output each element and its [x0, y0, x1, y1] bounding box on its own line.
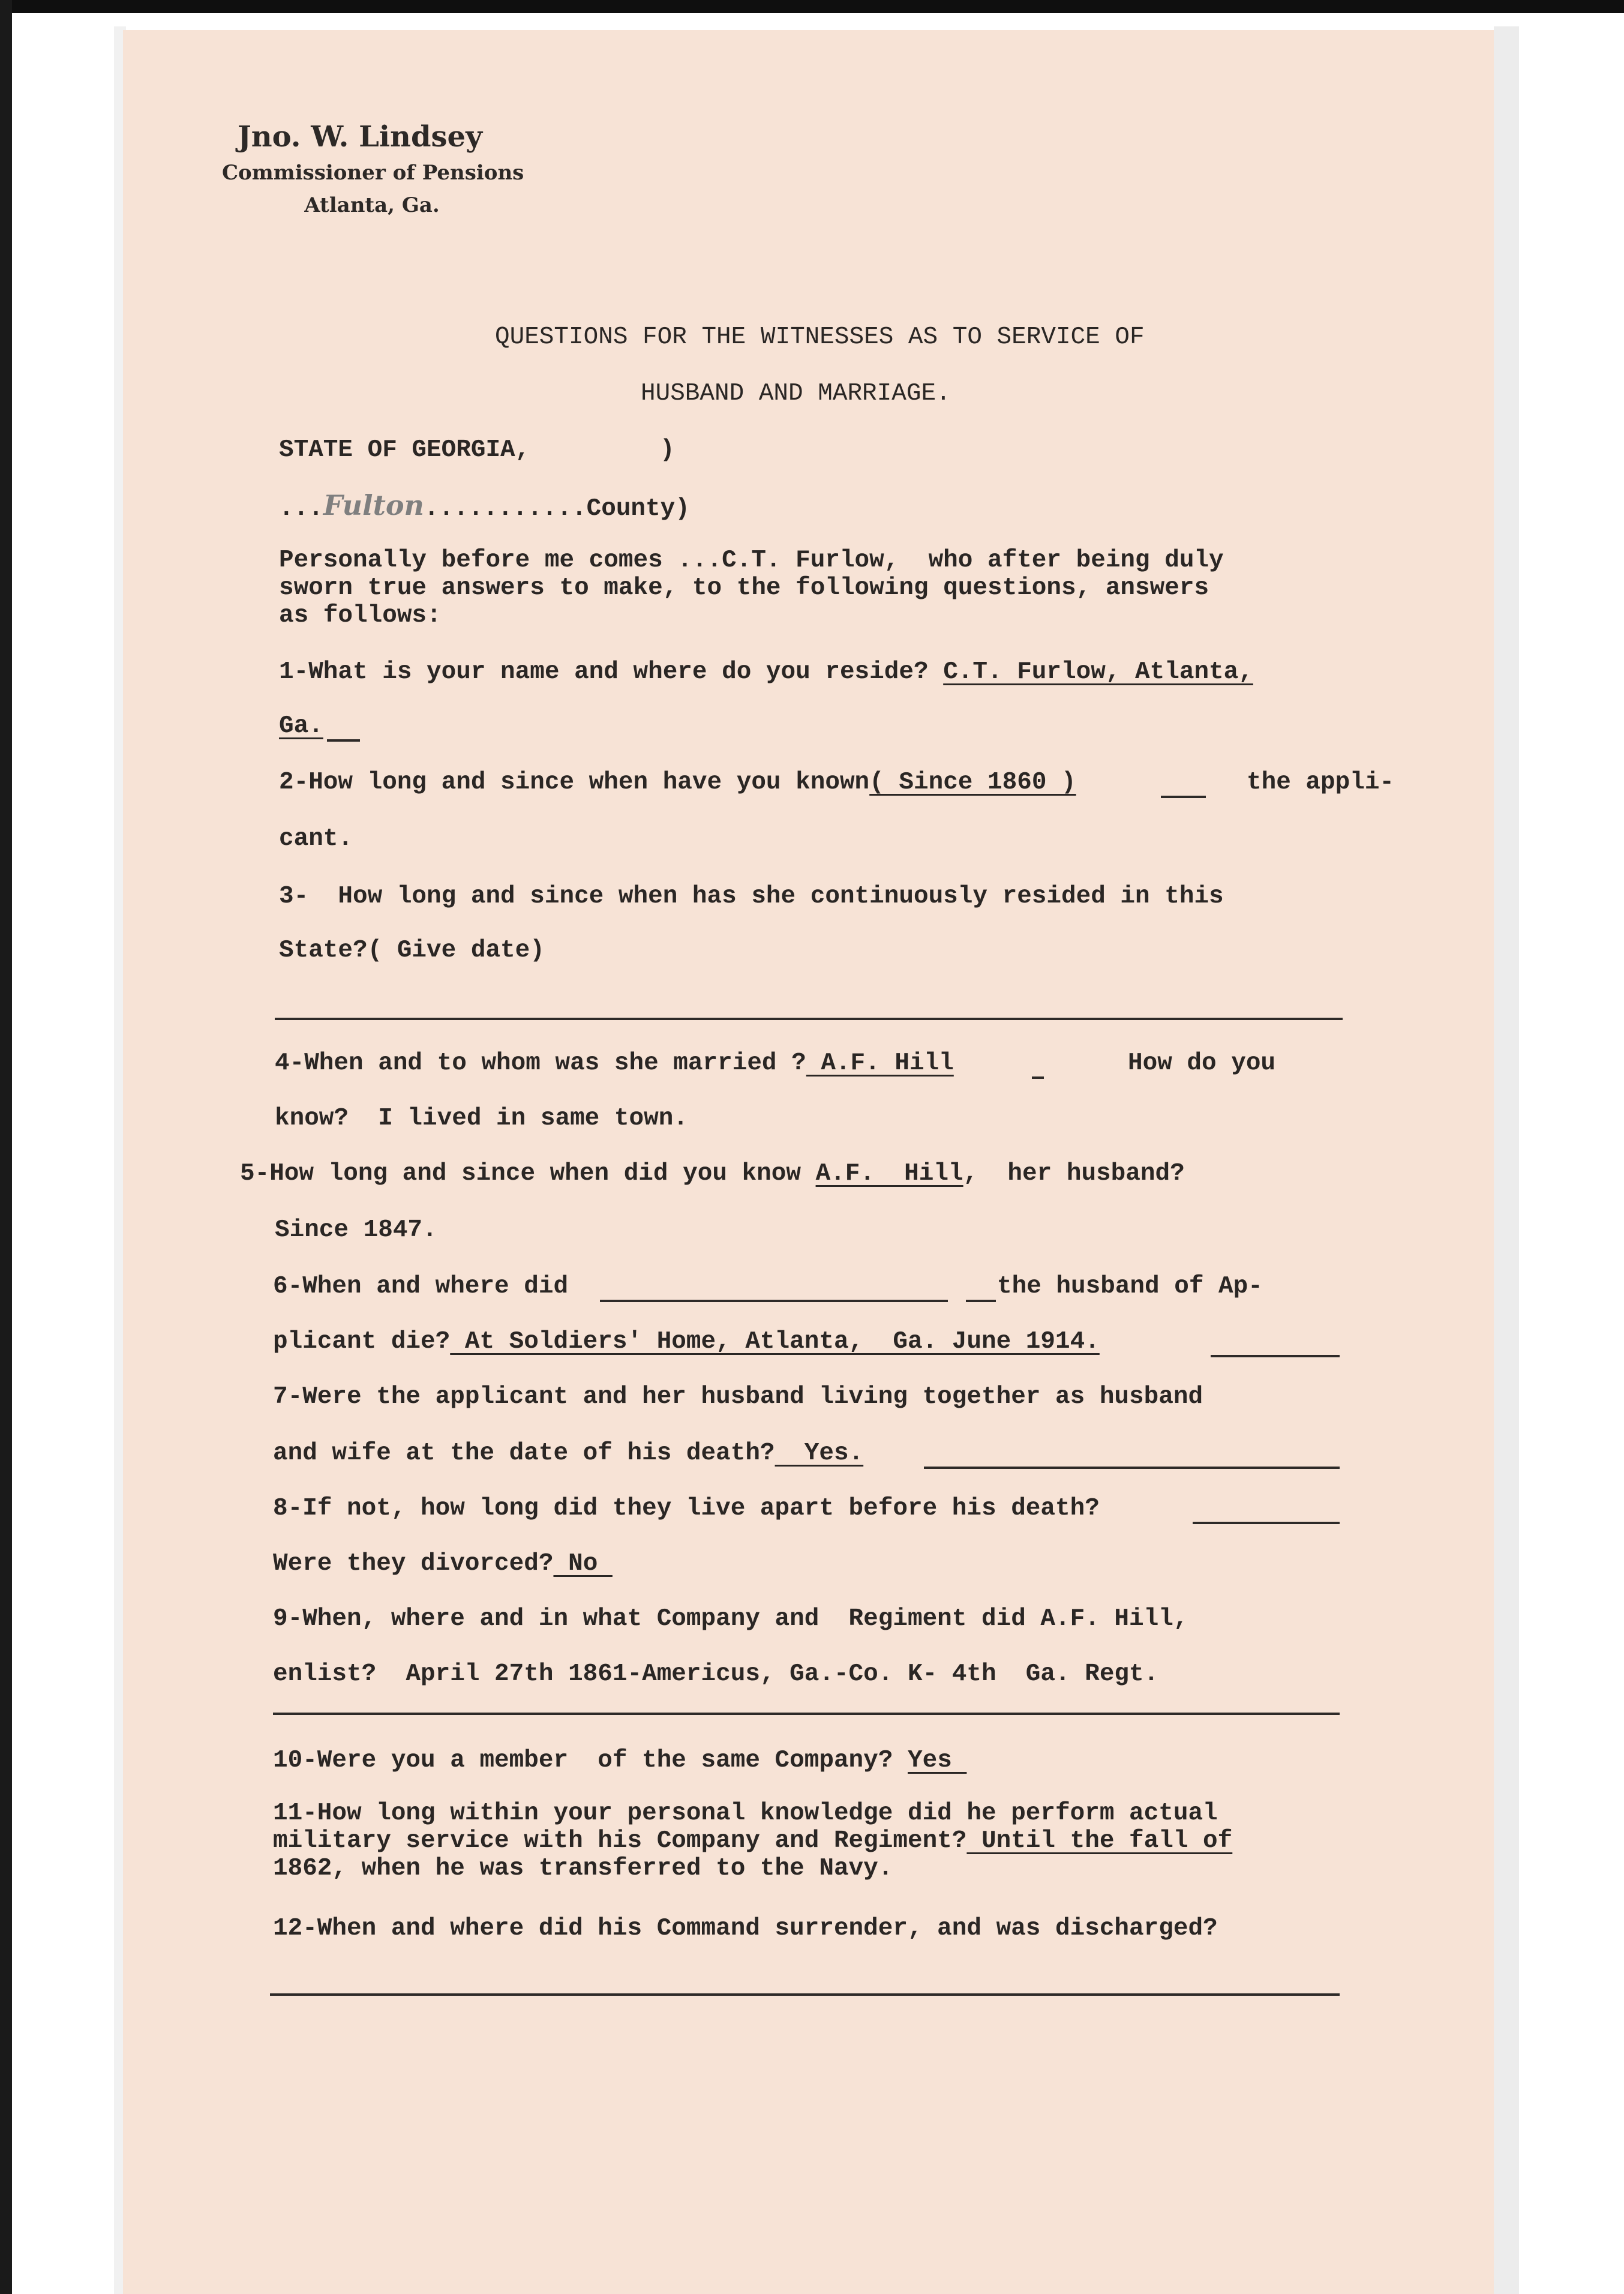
venue-state-brace: )	[660, 436, 675, 464]
q6-blank-line-2	[966, 1300, 996, 1302]
q6-question-2: plicant die?	[273, 1328, 451, 1356]
q10-question: 10-Were you a member of the same Company?	[273, 1747, 908, 1774]
q1-question: 1-What is your name and where do you reside?	[279, 658, 944, 686]
q8-line-2	[273, 1549, 613, 1578]
q5-tail: , her husband?	[963, 1160, 1185, 1188]
q6-question: 6-When and where did	[273, 1273, 569, 1300]
q12-question: 12-When and where did his Command surrender, and was discharged?	[273, 1915, 1218, 1942]
q9-question: 9-When, where and in what Company and Regiment did A.F. Hill,	[273, 1605, 1188, 1633]
letterhead-name: Jno. W. Lindsey	[238, 120, 482, 154]
scan-right-margin	[1494, 26, 1519, 2294]
heading-line-1: QUESTIONS FOR THE WITNESSES AS TO SERVICE OF	[495, 323, 1145, 351]
q11-line-2	[273, 1828, 1232, 1854]
q4-question: 4-When and to whom was she married ?	[275, 1049, 806, 1077]
q8-answer: No	[553, 1550, 613, 1578]
q9-answer-line	[273, 1713, 1340, 1715]
q7-line-2	[273, 1439, 863, 1468]
q7-answer: Yes.	[775, 1440, 864, 1467]
q8-question: 8-If not, how long did they live apart before his death?	[273, 1495, 1100, 1522]
q6-answer-line	[1211, 1355, 1340, 1357]
q5-line	[240, 1159, 1185, 1188]
q5-name: A.F. Hill	[815, 1160, 963, 1188]
letterhead-title: Commissioner of Pensions	[222, 161, 524, 185]
q2-answer-line	[1161, 796, 1206, 798]
county-dots-after: ...........County)	[424, 495, 690, 523]
county-handwritten: Fulton	[323, 489, 424, 521]
q3-question: 3- How long and since when has she continuously resided in this	[279, 883, 1224, 910]
q1-answer-b: Ga.	[279, 712, 323, 740]
q2-line	[279, 768, 1076, 797]
q6-line-2	[273, 1327, 1100, 1356]
q7-question-2: and wife at the date of his death?	[273, 1440, 775, 1467]
preamble-line-1: Personally before me comes ...C.T. Furlow, who after being duly	[279, 547, 1224, 574]
letterhead-city: Atlanta, Ga.	[304, 193, 440, 217]
scan-left-edge	[0, 0, 12, 2294]
q3-answer-line	[275, 1018, 1343, 1020]
q5-question: 5-How long and since when did you know	[240, 1160, 816, 1188]
county-dots-before: ...	[279, 495, 323, 523]
heading-line-2: HUSBAND AND MARRIAGE.	[641, 380, 951, 407]
q4-answer: A.F. Hill	[806, 1049, 954, 1077]
q4-line	[275, 1049, 954, 1078]
q3-question-2: State?( Give date)	[279, 937, 545, 964]
q6-tail: the husband of Ap-	[997, 1273, 1263, 1300]
venue-county	[279, 491, 690, 523]
preamble-line-3: as follows:	[279, 602, 442, 629]
q11-line-3: 1862, when he was transferred to the Navy.	[273, 1855, 893, 1882]
q6-blank-line	[600, 1300, 948, 1302]
q2-tail-2: cant.	[279, 825, 353, 853]
q8-blank-line	[1193, 1522, 1340, 1524]
q11-line-2b: Until the fall of	[966, 1827, 1233, 1855]
q4-answer-line	[1032, 1076, 1044, 1079]
q5-answer: Since 1847.	[275, 1216, 437, 1244]
q11-line-1: 11-How long within your personal knowledge did he perform actual	[273, 1800, 1218, 1827]
q11-line-2a: military service with his Company and Regiment?	[273, 1827, 967, 1855]
q2-tail: the appli-	[1247, 769, 1395, 796]
q7-question: 7-Were the applicant and her husband living together as husband	[273, 1383, 1203, 1411]
q10-line	[273, 1746, 966, 1775]
q1-line	[279, 658, 1253, 686]
venue-state: STATE OF GEORGIA,	[279, 436, 530, 464]
q12-answer-line	[270, 1993, 1340, 1996]
q4-question-b: How do you	[1128, 1049, 1276, 1077]
q10-answer: Yes	[907, 1747, 967, 1774]
q7-answer-line	[924, 1467, 1340, 1469]
q2-question: 2-How long and since when have you known	[279, 769, 870, 796]
q6-answer: At Soldiers' Home, Atlanta, Ga. June 1914.	[450, 1328, 1100, 1356]
q1-answer-a: C.T. Furlow, Atlanta,	[943, 658, 1253, 686]
q4-answer-2: know? I lived in same town.	[275, 1105, 688, 1132]
scan-top-edge	[0, 0, 1624, 13]
preamble-line-2: sworn true answers to make, to the following questions, answers	[279, 574, 1209, 602]
q9-answer: enlist? April 27th 1861-Americus, Ga.-Co. K- 4th Ga. Regt.	[273, 1660, 1159, 1688]
q2-answer: ( Since 1860 )	[869, 769, 1076, 796]
q8-question-2: Were they divorced?	[273, 1550, 554, 1578]
q1-answer-line	[327, 739, 360, 742]
